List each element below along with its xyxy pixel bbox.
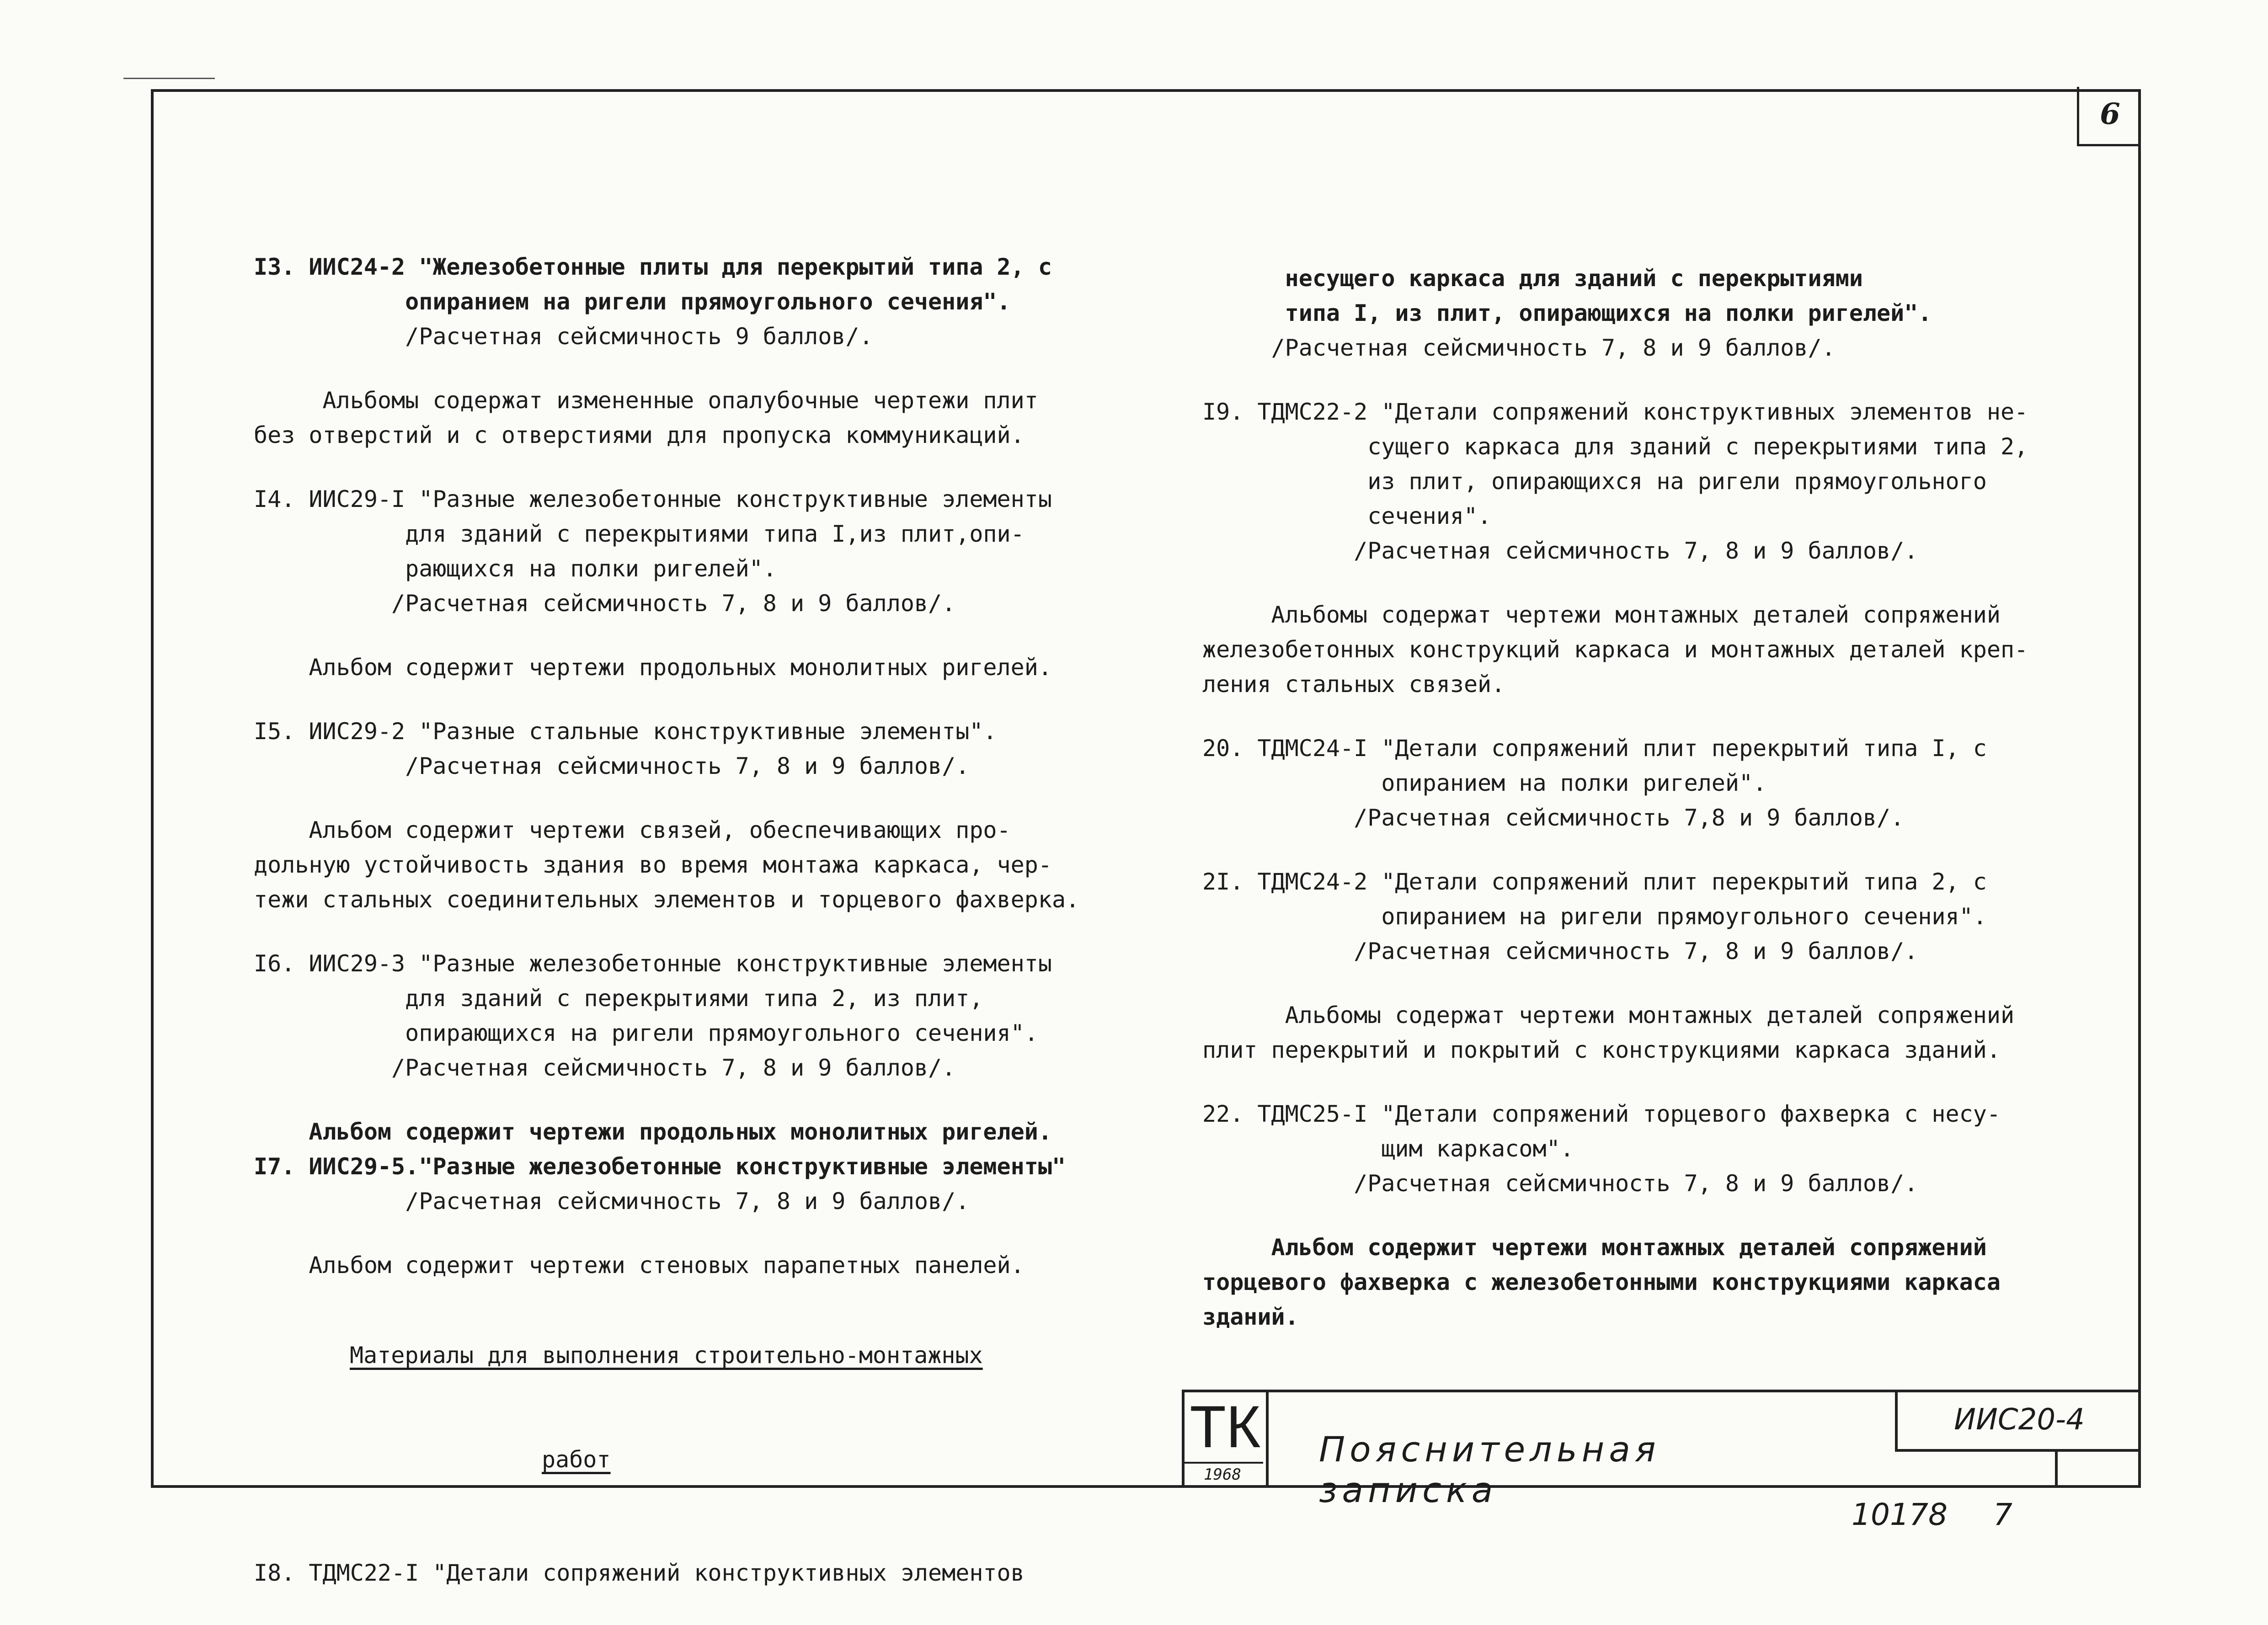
- left-text-line: /Расчетная сейсмичность 9 баллов/.: [254, 323, 873, 350]
- right-text-line: типа I, из плит, опирающихся на полки ригелей".: [1202, 300, 1932, 326]
- left-text-line: опиранием на ригели прямоугольного сечения".: [254, 288, 1011, 315]
- right-text-line: зданий.: [1202, 1304, 1299, 1330]
- left-text-line: I5. ИИС29-2 "Разные стальные конструктивные элементы".: [254, 718, 997, 745]
- left-text-line: рающихся на полки ригелей".: [254, 555, 777, 582]
- materials-block: [254, 1268, 1025, 1625]
- left-text-line: I6. ИИС29-3 "Разные железобетонные конструктивные элементы: [254, 950, 1052, 977]
- right-text-line: /Расчетная сейсмичность 7, 8 и 9 баллов/.: [1202, 938, 1918, 964]
- left-text-line: тежи стальных соединительных элементов и торцевого фахверка.: [254, 886, 1080, 913]
- left-text-line: Альбомы содержат измененные опалубочные чертежи плит: [254, 387, 1038, 414]
- right-text-line: сечения".: [1202, 503, 1492, 529]
- right-text-line: /Расчетная сейсмичность 7, 8 и 9 баллов/.: [1202, 538, 1918, 564]
- right-text-line: /Расчетная сейсмичность 7, 8 и 9 баллов/.: [1202, 335, 1836, 361]
- right-text-line: плит перекрытий и покрытий с конструкциями каркаса зданий.: [1202, 1037, 2001, 1063]
- left-text-line: Альбом содержит чертежи связей, обеспечивающих про-: [254, 817, 1011, 843]
- left-text-line: для зданий с перекрытиями типа I,из плит,опи-: [254, 521, 1025, 547]
- materials-heading-line-2: работ: [542, 1446, 611, 1473]
- right-text-line: Альбом содержит чертежи монтажных деталей сопряжений: [1202, 1234, 1987, 1261]
- materials-heading-line-1: Материалы для выполнения строительно-монтажных: [350, 1342, 983, 1369]
- right-text-line: торцевого фахверка с железобетонными конструкциями каркаса: [1202, 1269, 2001, 1295]
- document-title: Пояснительная записка: [1319, 1429, 1660, 1510]
- left-text-line: I3. ИИС24-2 "Железобетонные плиты для перекрытий типа 2, с: [254, 254, 1052, 280]
- right-text-line: железобетонных конструкций каркаса и монтажных деталей креп-: [1202, 636, 2028, 663]
- right-text-line: опиранием на полки ригелей".: [1202, 770, 1767, 796]
- title-block: [1182, 1390, 2141, 1510]
- left-text-line: Альбом содержит чертежи продольных монолитных ригелей.: [254, 1119, 1052, 1145]
- right-text-line: /Расчетная сейсмичность 7, 8 и 9 баллов/.: [1202, 1170, 1918, 1197]
- right-text-line: ления стальных связей.: [1202, 671, 1505, 698]
- right-text-line: опиранием на ригели прямоугольного сечения".: [1202, 903, 1987, 930]
- left-text-line: без отверстий и с отверстиями для пропуска коммуникаций.: [254, 422, 1025, 448]
- left-text-line: I4. ИИС29-I "Разные железобетонные конструктивные элементы: [254, 486, 1052, 512]
- left-text-line: /Расчетная сейсмичность 7, 8 и 9 баллов/.: [254, 1188, 970, 1215]
- left-text-line: Альбом содержит чертежи стеновых парапетных панелей.: [254, 1252, 1025, 1279]
- left-text-line: I7. ИИС29-5."Разные железобетонные конструктивные элементы": [254, 1153, 1066, 1180]
- sheet-number: 6: [2077, 87, 2141, 146]
- left-text-line: для зданий с перекрытиями типа 2, из плит,: [254, 985, 983, 1012]
- stamp-year: 1968: [1182, 1462, 1263, 1484]
- right-text-line: несущего каркаса для зданий с перекрытиями: [1202, 265, 1863, 292]
- left-text-line: /Расчетная сейсмичность 7, 8 и 9 баллов/.: [254, 1055, 956, 1081]
- right-text-line: щим каркасом".: [1202, 1135, 1574, 1162]
- stamp-sub-cell: [2055, 1449, 2141, 1488]
- right-text-line: Альбомы содержат чертежи монтажных деталей сопряжений: [1202, 602, 2001, 628]
- right-text-line: сущего каркаса для зданий с перекрытиями типа 2,: [1202, 433, 2028, 460]
- item-18: I8. ТДМС22-I "Детали сопряжений конструктивных элементов: [254, 1560, 1025, 1586]
- right-column: [1202, 226, 2028, 1334]
- right-text-line: I9. ТДМС22-2 "Детали сопряжений конструктивных элементов не-: [1202, 399, 2028, 425]
- right-text-line: /Расчетная сейсмичность 7,8 и 9 баллов/.: [1202, 805, 1905, 831]
- right-text-line: 22. ТДМС25-I "Детали сопряжений торцевого фахверка с несу-: [1202, 1101, 2001, 1127]
- top-rule: [123, 78, 215, 79]
- left-text-line: /Расчетная сейсмичность 7, 8 и 9 баллов/.: [254, 590, 956, 617]
- right-text-line: 20. ТДМС24-I "Детали сопряжений плит перекрытий типа I, с: [1202, 735, 1987, 762]
- right-text-line: Альбомы содержат чертежи монтажных деталей сопряжений: [1202, 1002, 2015, 1028]
- org-mark: ТК: [1182, 1392, 1269, 1488]
- document-code: ИИС20-4: [1895, 1392, 2141, 1452]
- page-number: 7: [1993, 1497, 2012, 1532]
- right-text-line: из плит, опирающихся на ригели прямоугольного: [1202, 468, 1987, 495]
- left-text-line: /Расчетная сейсмичность 7, 8 и 9 баллов/.: [254, 753, 970, 779]
- left-text-line: опирающихся на ригели прямоугольного сечения".: [254, 1020, 1038, 1046]
- inventory-number: 10178: [1852, 1497, 1948, 1532]
- left-text-line: дольную устойчивость здания во время монтажа каркаса, чер-: [254, 852, 1052, 878]
- right-text-line: 2I. ТДМС24-2 "Детали сопряжений плит перекрытий типа 2, с: [1202, 868, 1987, 895]
- left-text-line: Альбом содержит чертежи продольных монолитных ригелей.: [254, 654, 1052, 681]
- left-column: [254, 215, 1079, 1283]
